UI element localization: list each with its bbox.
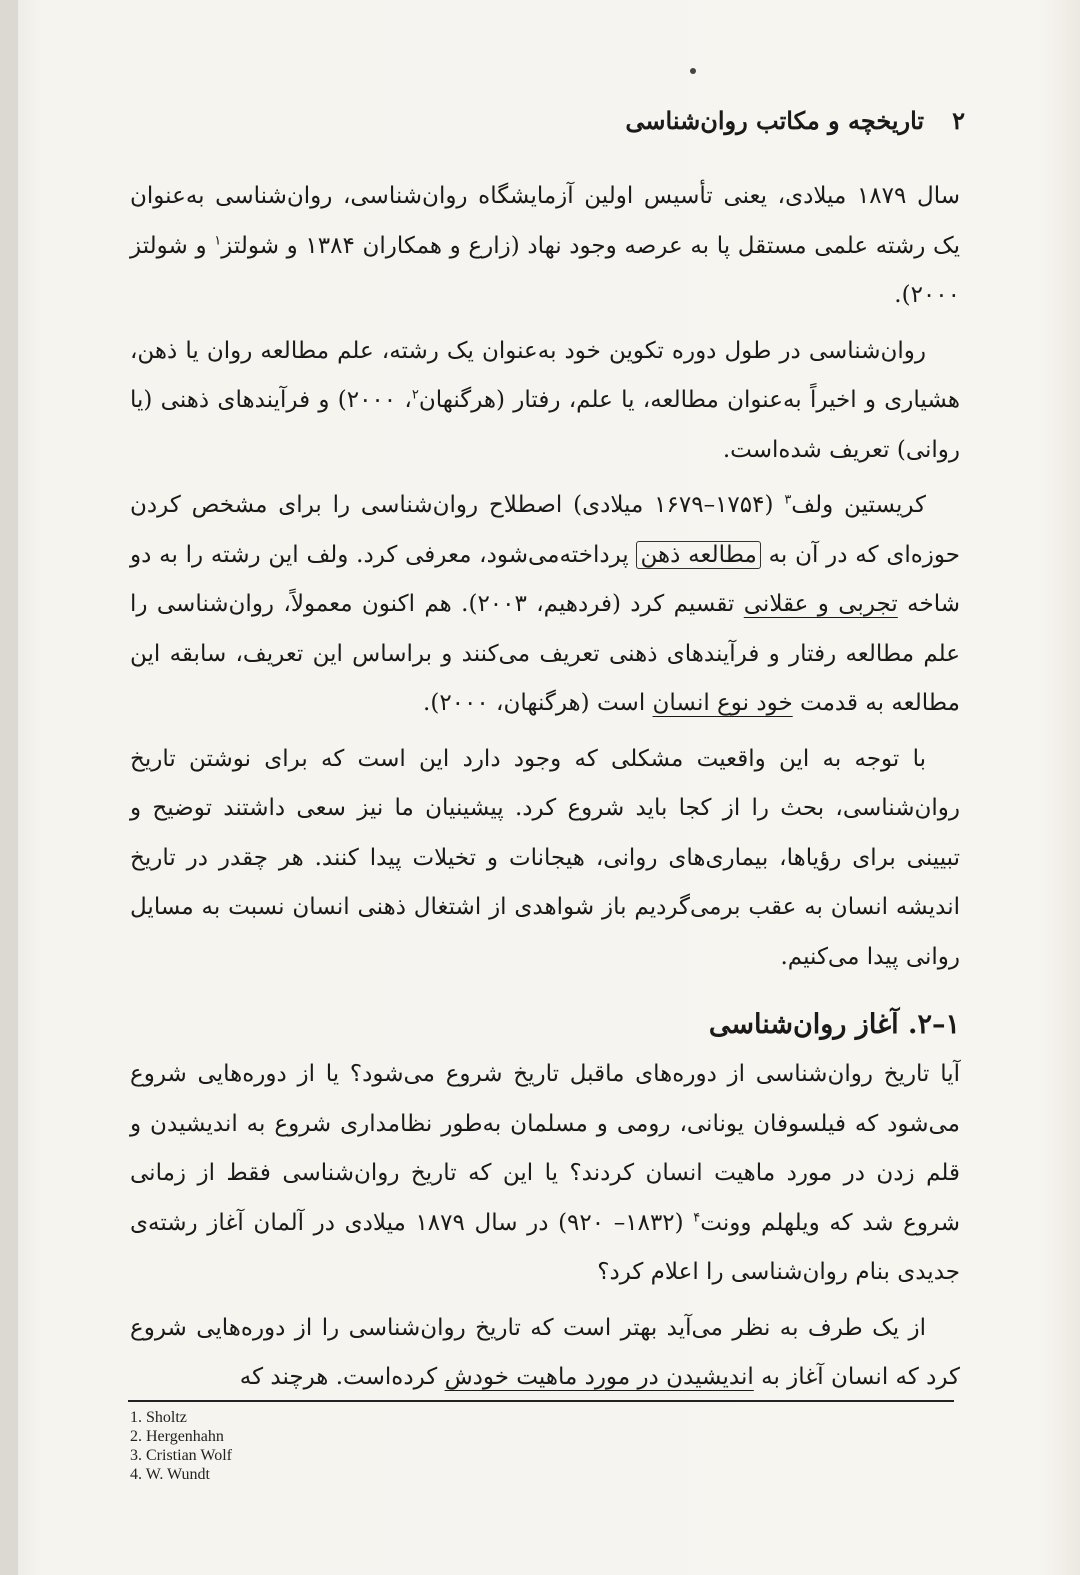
text-run: ، ۲۰۰۰) و فرآیندهای ذهنی (یا روانی) تعریف شده‌است. <box>130 387 960 463</box>
intro-body <box>130 172 960 988</box>
text-run: سال ۱۸۷۹ میلادی، یعنی تأسیس اولین آزمایشگاه روان‌شناسی، روان‌شناسی به‌عنوان یک رشته علمی مستقل پا به عرصه وجود نهاد (زارع و همکاران ۱۳۸۴ و شولتز <box>130 183 960 259</box>
section-body <box>130 1050 960 1409</box>
running-header <box>130 100 965 140</box>
text-run: روان‌شناسی در طول دوره تکوین خود به‌عنوان یک رشته، علم مطالعه روان یا ذهن، هشیاری و اخیراً به‌عنوان مطالعه، یا علم، رفتار (هرگنهان <box>130 337 960 413</box>
text-run: کرده‌است. هرچند که <box>239 1364 445 1390</box>
paragraph <box>130 1050 960 1298</box>
ink-speck <box>690 68 696 74</box>
paragraph <box>130 327 960 476</box>
underlined-phrase: خود نوع انسان <box>652 690 793 716</box>
underlined-phrase: تجربی و عقلانی <box>743 591 898 617</box>
text-run: آیا تاریخ روان‌شناسی از دوره‌های ماقبل تاریخ شروع می‌شود؟ یا از دوره‌هایی شروع می‌شود که فیلسوفان یونانی، رومی و مسلمان به‌طور نظامداری شروع به اندیشیدن و قلم زدن در مورد ماهیت انسان کردند؟ یا این که تاریخ روان‌شناسی فقط از زمانی شروع شد که ویلهلم وونت <box>130 1061 960 1236</box>
text-run: (۱۸۳۲– ۹۲۰) در سال ۱۸۷۹ میلادی در آلمان آغاز رشته‌ی جدیدی بنام روان‌شناسی را اعلام کرد؟ <box>130 1209 960 1285</box>
footnote: 4. W. Wundt <box>130 1466 210 1483</box>
footnote-ref: ۲ <box>411 387 419 403</box>
page-number: ۲ <box>952 105 965 135</box>
text-run: (۱۷۵۴–۱۶۷۹ میلادی) اصطلاح روان‌شناسی را برای مشخص کردن حوزه‌ای که در آن به <box>130 492 960 568</box>
paragraph <box>130 481 960 729</box>
paragraph <box>130 172 960 321</box>
text-run: است (هرگنهان، ۲۰۰۰). <box>423 690 653 716</box>
boxed-phrase: مطالعه ذهن <box>636 541 760 569</box>
section-heading: ۱–۲. آغاز روان‌شناسی <box>708 1009 960 1040</box>
paragraph <box>130 1304 960 1403</box>
text-run: تقسیم کرد (فردهیم، ۲۰۰۳). هم اکنون معمولاً، روان‌شناسی را علم مطالعه رفتار و فرآیندهای ذهنی تعریف می‌کنند و براساس این تعریف، سابقه این مطالعه به قدمت <box>130 591 960 716</box>
footnote-rule <box>128 1400 954 1402</box>
underlined-phrase: اندیشیدن در مورد ماهیت خودش <box>444 1364 754 1390</box>
footnote-ref: ۱ <box>214 232 222 248</box>
text-run: پرداخته‌می‌شود، معرفی کرد. ولف این رشته را به دو شاخه <box>130 541 960 617</box>
running-title: تاریخچه و مکاتب روان‌شناسی <box>625 105 925 135</box>
footnote: 2. Hergenhahn <box>130 1428 224 1445</box>
text-run: کریستین ولف <box>791 492 926 518</box>
text-run: از یک طرف به نظر می‌آید بهتر است که تاریخ روان‌شناسی را از دوره‌هایی شروع کرد که انسان آغاز به <box>130 1314 960 1390</box>
page-spine-shadow <box>0 0 18 1575</box>
footnote-ref: ۳ <box>784 492 792 508</box>
paragraph: با توجه به این واقعیت مشکلی که وجود دارد این است که برای نوشتن تاریخ روان‌شناسی، بحث را از کجا باید شروع کرد. پیشینیان ما نیز سعی داشتند توضیح و تبیینی برای رؤیاها، بیماری‌های روانی، هیجانات و تخیلات پیدا کنند. هر چقدر در تاریخ اندیشه انسان به عقب برمی‌گردیم باز شواهدی از اشتغال ذهنی انسان نسبت به مسایل روانی پیدا می‌کنیم. <box>130 745 960 970</box>
footnote: 3. Cristian Wolf <box>130 1447 232 1464</box>
footnote-ref: ۴ <box>693 1209 701 1225</box>
text-run: و شولتز ۲۰۰۰). <box>130 232 960 308</box>
footnotes <box>130 1408 232 1484</box>
footnote: 1. Sholtz <box>130 1409 187 1426</box>
